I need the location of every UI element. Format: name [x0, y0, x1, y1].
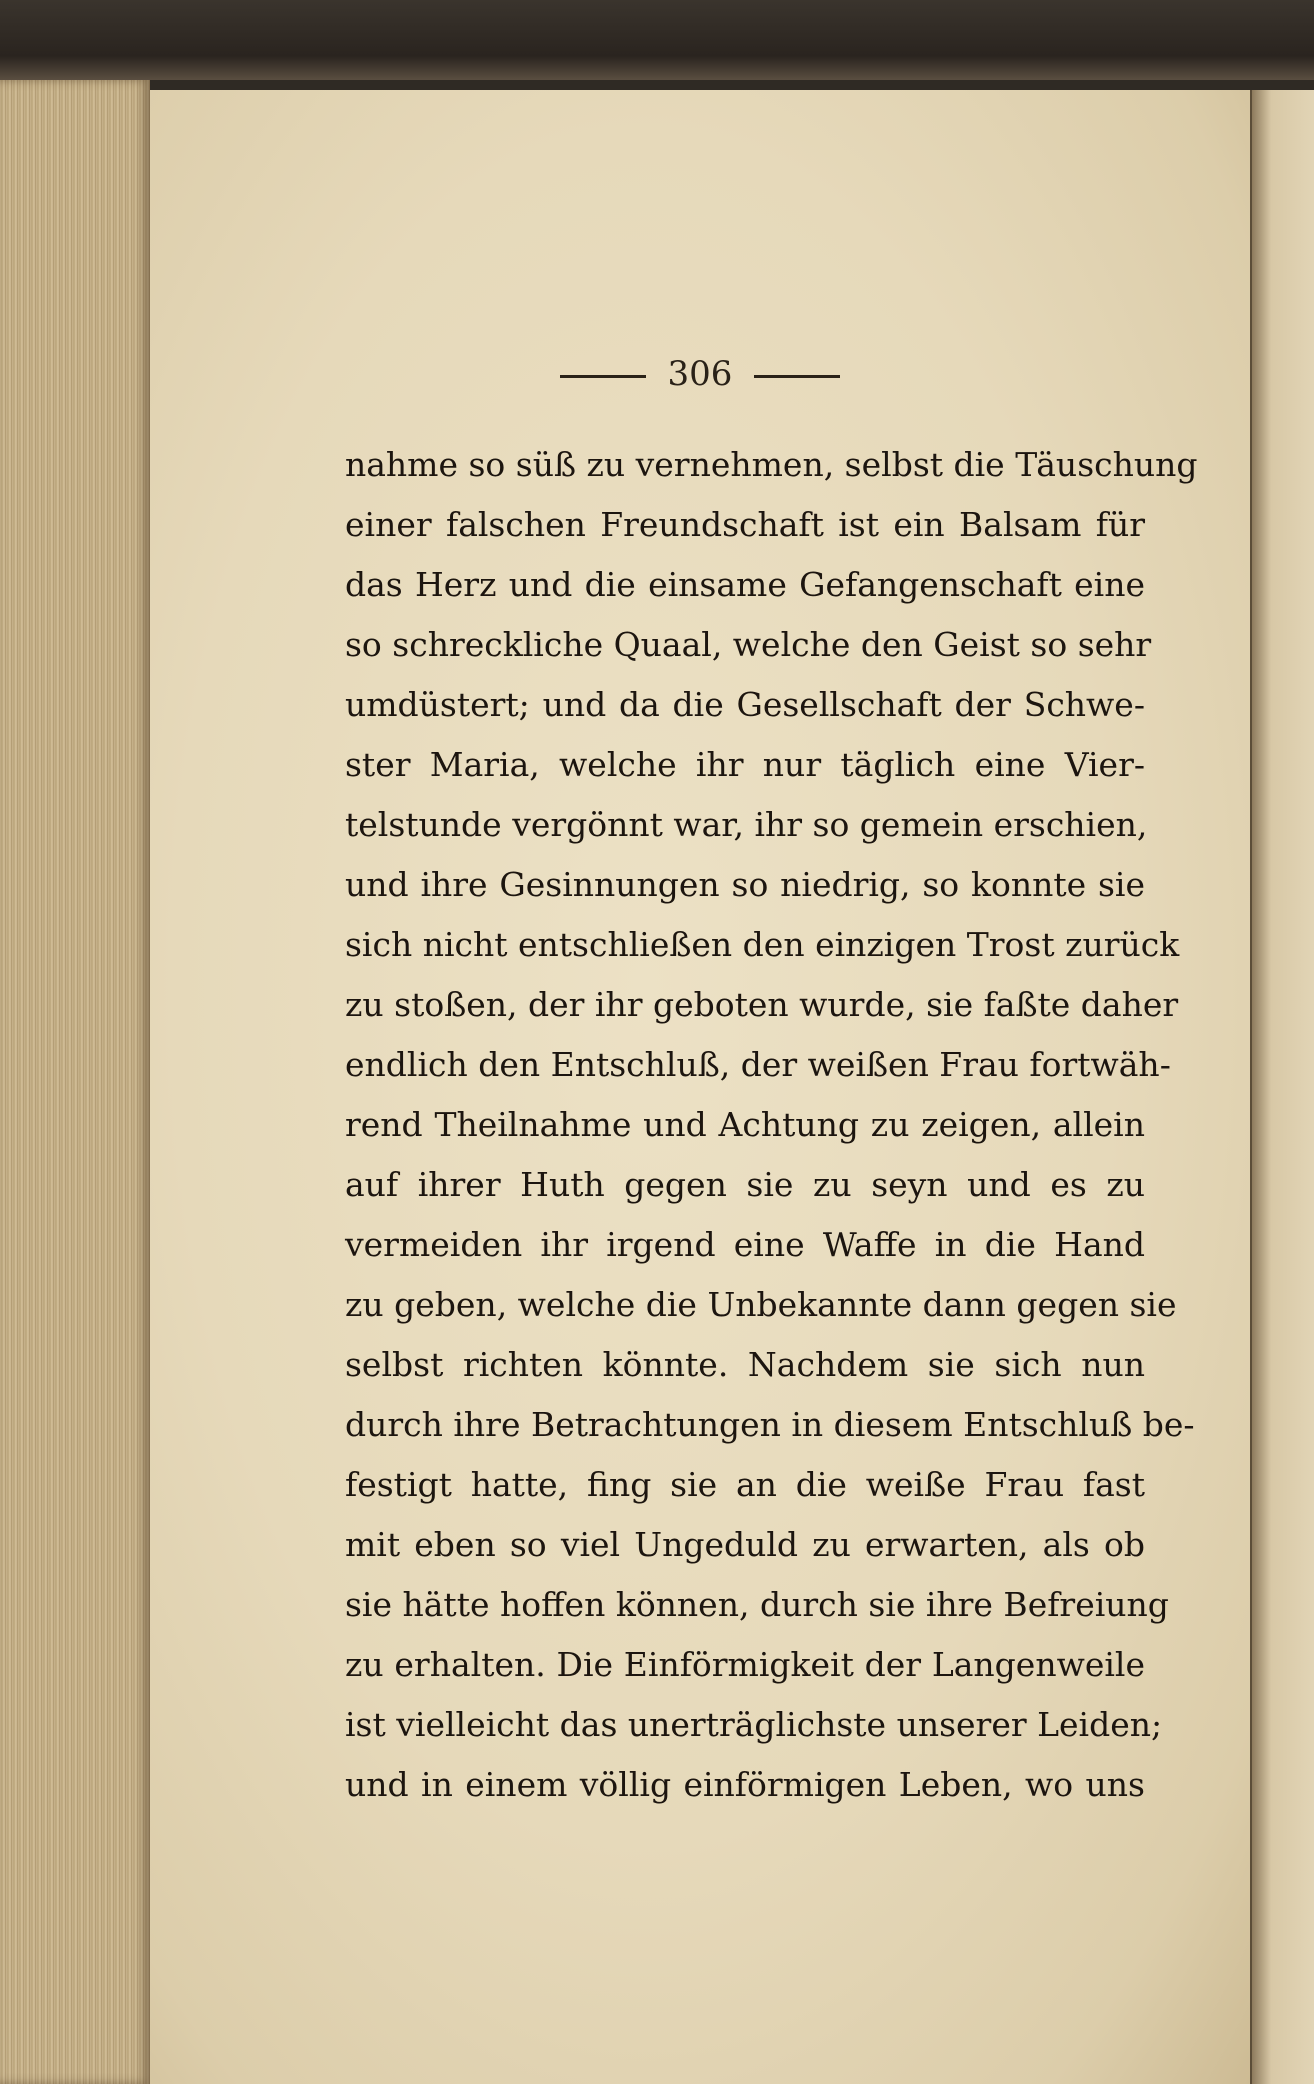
body-text [345, 435, 1198, 1815]
text-line: einer falschen Freundschaft ist ein Balsam für [345, 505, 1145, 544]
text-line: zu geben, welche die Unbekannte dann gegen sie [345, 1285, 1177, 1324]
text-line: ist vielleicht das unerträglichste unserer Leiden; [345, 1705, 1163, 1744]
text-line: mit eben so viel Ungeduld zu erwarten, als ob [345, 1525, 1145, 1564]
text-line: zu erhalten. Die Einförmigkeit der Langenweile [345, 1645, 1145, 1684]
text-line: auf ihrer Huth gegen sie zu seyn und es zu [345, 1165, 1145, 1204]
page-header [150, 354, 1250, 394]
text-line: nahme so süß zu vernehmen, selbst die Täuschung [345, 445, 1198, 484]
text-line: vermeiden ihr irgend eine Waffe in die Hand [345, 1225, 1145, 1264]
text-line: umdüstert; und da die Gesellschaft der Schwe- [345, 685, 1145, 724]
text-line: und ihre Gesinnungen so niedrig, so konnte sie [345, 865, 1145, 904]
book-page [150, 90, 1250, 2084]
text-line: ster Maria, welche ihr nur täglich eine Vier- [345, 745, 1145, 784]
text-line: telstunde vergönnt war, ihr so gemein erschien, [345, 805, 1148, 844]
text-line: rend Theilnahme und Achtung zu zeigen, allein [345, 1105, 1145, 1144]
text-line: und in einem völlig einförmigen Leben, wo uns [345, 1765, 1145, 1804]
page-number: 306 [667, 354, 733, 394]
page-stack-edge [0, 80, 150, 2084]
text-line: durch ihre Betrachtungen in diesem Entschluß be- [345, 1405, 1195, 1444]
text-line: endlich den Entschluß, der weißen Frau fortwäh- [345, 1045, 1171, 1084]
header-dash-right [754, 375, 840, 378]
text-line: sich nicht entschließen den einzigen Trost zurück [345, 925, 1180, 964]
text-line: das Herz und die einsame Gefangenschaft eine [345, 565, 1145, 604]
text-line: zu stoßen, der ihr geboten wurde, sie faßte daher [345, 985, 1179, 1024]
facing-page [1250, 90, 1314, 2084]
header-dash-left [560, 375, 646, 378]
text-line: sie hätte hoffen können, durch sie ihre Befreiung [345, 1585, 1169, 1624]
binding-edge [0, 0, 1314, 80]
text-line: selbst richten könnte. Nachdem sie sich nun [345, 1345, 1145, 1384]
text-line: festigt hatte, fing sie an die weiße Frau fast [345, 1465, 1145, 1504]
text-line: so schreckliche Quaal, welche den Geist so sehr [345, 625, 1152, 664]
